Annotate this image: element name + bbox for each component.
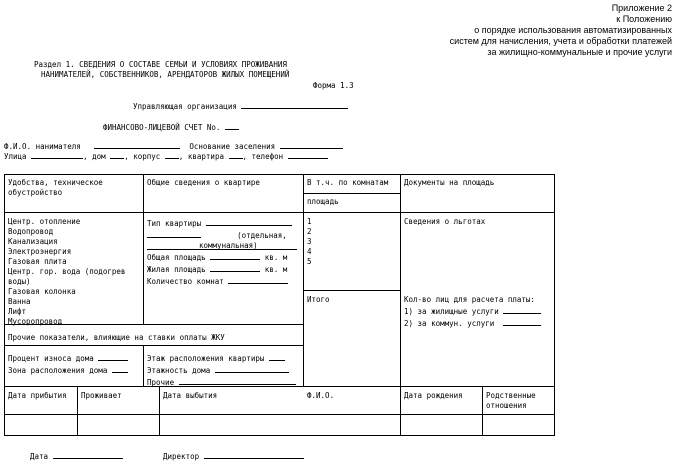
col-arrival: Дата прибытия [8, 391, 67, 400]
area-label: площадь [307, 197, 339, 206]
account-number-field[interactable] [225, 121, 239, 130]
divider-v3 [400, 174, 401, 436]
residents-v4 [482, 386, 483, 436]
date-field[interactable] [53, 450, 123, 459]
room-number: 3 [307, 237, 312, 246]
form-number: Форма 1.3 [313, 81, 354, 90]
apt-separate-row [147, 229, 301, 241]
appendix-line-4: систем для начисления, учета и обработки платежей [449, 36, 672, 46]
rooms-count-row [147, 275, 301, 287]
general-header: Общие сведения о квартире [147, 178, 260, 187]
phone-field[interactable] [288, 150, 328, 159]
table-border-right [554, 174, 555, 436]
residents-header-line [4, 414, 555, 415]
other-field[interactable] [179, 376, 296, 385]
apartment-field[interactable] [229, 150, 243, 159]
account-row [103, 121, 239, 133]
other-row [147, 376, 296, 388]
apt-type-field-2[interactable] [147, 229, 201, 238]
floors-count-row [147, 364, 296, 376]
tenant-name-field[interactable] [94, 140, 180, 149]
living-area-unit: кв. м [264, 265, 288, 274]
management-org-label: Управляющая организация [133, 102, 237, 111]
amenity-item: Мусоропровод [8, 317, 63, 326]
indicators-right [147, 352, 296, 388]
house-zone-field[interactable] [112, 364, 128, 373]
living-area-row [147, 263, 301, 275]
rooms-header: В т.ч. по комнатам [307, 178, 389, 187]
room-number: 4 [307, 247, 312, 256]
address-row [4, 150, 328, 162]
apt-type-label: Тип квартиры [147, 219, 202, 228]
divider-v1 [143, 174, 144, 324]
amenity-item: Газовая плита [8, 257, 67, 266]
date-row [30, 450, 123, 462]
communal-label: коммунальная) [199, 241, 258, 250]
amenities-list [8, 217, 125, 327]
floors-count-label: Этажность дома [147, 366, 211, 375]
date-label: Дата [30, 452, 49, 461]
amenity-item: Водопровод [8, 227, 54, 236]
indicators-header-line [4, 345, 304, 346]
street-field[interactable] [31, 150, 83, 159]
table-border-top [4, 174, 555, 175]
col-relation: Родственные отношения [486, 391, 536, 410]
persons-block [404, 295, 541, 329]
communal-services-field[interactable] [503, 317, 541, 326]
wear-row [8, 352, 128, 364]
director-row [163, 450, 304, 462]
table-border-left [4, 174, 5, 436]
rooms-count-field[interactable] [228, 275, 288, 284]
rooms-total: Итого [307, 295, 330, 304]
total-area-unit: кв. м [264, 253, 288, 262]
room-numbers [307, 217, 312, 267]
amenity-item: воды) [8, 277, 31, 286]
other-label: Прочие [147, 378, 175, 387]
residents-v1 [77, 386, 78, 436]
house-label: , дом [83, 152, 106, 161]
housing-services-field[interactable] [503, 305, 541, 314]
header-row-line [303, 212, 555, 213]
benefits-label: Сведения о льготах [404, 217, 486, 226]
residents-v2 [159, 386, 160, 436]
living-area-label: Жилая площадь [147, 265, 206, 274]
management-org-row [133, 100, 348, 112]
floor-field[interactable] [269, 352, 285, 361]
section-title-2: НАНИМАТЕЛЕЙ, СОБСТВЕННИКОВ, АРЕНДАТОРОВ ЖИЛЫХ ПОМЕЩЕНИЙ [41, 70, 290, 79]
total-area-field[interactable] [210, 251, 260, 260]
appendix-line-5: за жилищно-коммунальные и прочие услуги [487, 47, 672, 57]
col-birth: Дата рождения [404, 391, 463, 400]
house-zone-label: Зона расположения дома [8, 366, 108, 375]
apt-type-field-3[interactable] [147, 241, 297, 250]
other-indicators-header: Прочие показатели, влияющие на ставки оплаты ЖКУ [8, 333, 225, 342]
mid-header-line [143, 212, 304, 213]
docs-header: Документы на площадь [404, 178, 495, 187]
building-field[interactable] [165, 150, 179, 159]
living-area-field[interactable] [210, 263, 260, 272]
zone-row [8, 364, 128, 376]
col-name: Ф.И.О. [307, 391, 335, 400]
divider-v2 [303, 174, 304, 386]
wear-percent-label: Процент износа дома [8, 354, 94, 363]
floors-count-field[interactable] [215, 364, 289, 373]
amenity-item: Лифт [8, 307, 27, 316]
room-number: 2 [307, 227, 312, 236]
persons-count-label: Кол-во лиц для расчета платы: [404, 295, 535, 304]
left-header-line [4, 212, 144, 213]
communal-services-label: 2) за коммун. услуги [404, 319, 495, 328]
amenity-item: Ванна [8, 297, 31, 306]
wear-percent-field[interactable] [98, 352, 128, 361]
director-field[interactable] [204, 450, 304, 459]
appendix-line-2: к Положению [616, 14, 672, 24]
appendix-header [450, 3, 672, 58]
amenity-item: Газовая колонка [8, 287, 76, 296]
account-label: ФИНАНСОВО-ЛИЦЕВОЙ СЧЕТ No. [103, 123, 221, 132]
col-departure: Дата выбытия [163, 391, 218, 400]
rooms-header-line [303, 193, 401, 194]
apt-type-field[interactable] [206, 217, 292, 226]
room-number: 1 [307, 217, 312, 226]
rooms-total-line [303, 290, 401, 291]
tenant-name-label: Ф.И.О. нанимателя [4, 142, 81, 151]
building-label: , корпус [124, 152, 161, 161]
col-lives: Проживает [81, 391, 122, 400]
appendix-line-1: Приложение 2 [611, 3, 672, 13]
amenity-item: Центр. отопление [8, 217, 81, 226]
floor-label: Этаж расположения квартиры [147, 354, 265, 363]
housing-row [404, 305, 541, 317]
section-title-1: Раздел 1. СВЕДЕНИЯ О СОСТАВЕ СЕМЬИ И УСЛОВИЯХ ПРОЖИВАНИЯ [34, 60, 287, 69]
table-border-bottom [4, 435, 555, 436]
communal-row [404, 317, 541, 329]
rooms-count-label: Количество комнат [147, 277, 224, 286]
total-area-label: Общая площадь [147, 253, 206, 262]
street-label: Улица [4, 152, 27, 161]
amenities-header: Удобства, техническое обустройство [8, 178, 103, 197]
general-info [147, 217, 301, 287]
basis-field[interactable] [280, 140, 343, 149]
basis-label: Основание заселения [189, 142, 276, 151]
management-org-field[interactable] [241, 100, 348, 109]
amenity-item: Центр. гор. вода (подогрев [8, 267, 126, 276]
separate-label: (отдельная, [237, 231, 287, 240]
director-label: Директор [163, 452, 200, 461]
indicators-left [8, 352, 128, 376]
room-number: 5 [307, 257, 312, 266]
indicators-divider [143, 345, 144, 387]
phone-label: , телефон [242, 152, 284, 161]
house-field[interactable] [110, 150, 124, 159]
total-area-row [147, 251, 301, 263]
appendix-line-3: о порядке использования автоматизированных [474, 25, 672, 35]
amenity-item: Канализация [8, 237, 58, 246]
housing-services-label: 1) за жилищные услуги [404, 307, 499, 316]
apt-type-row [147, 217, 301, 229]
floor-row [147, 352, 296, 364]
apartment-label: , квартира [178, 152, 224, 161]
amenity-item: Электроэнергия [8, 247, 72, 256]
